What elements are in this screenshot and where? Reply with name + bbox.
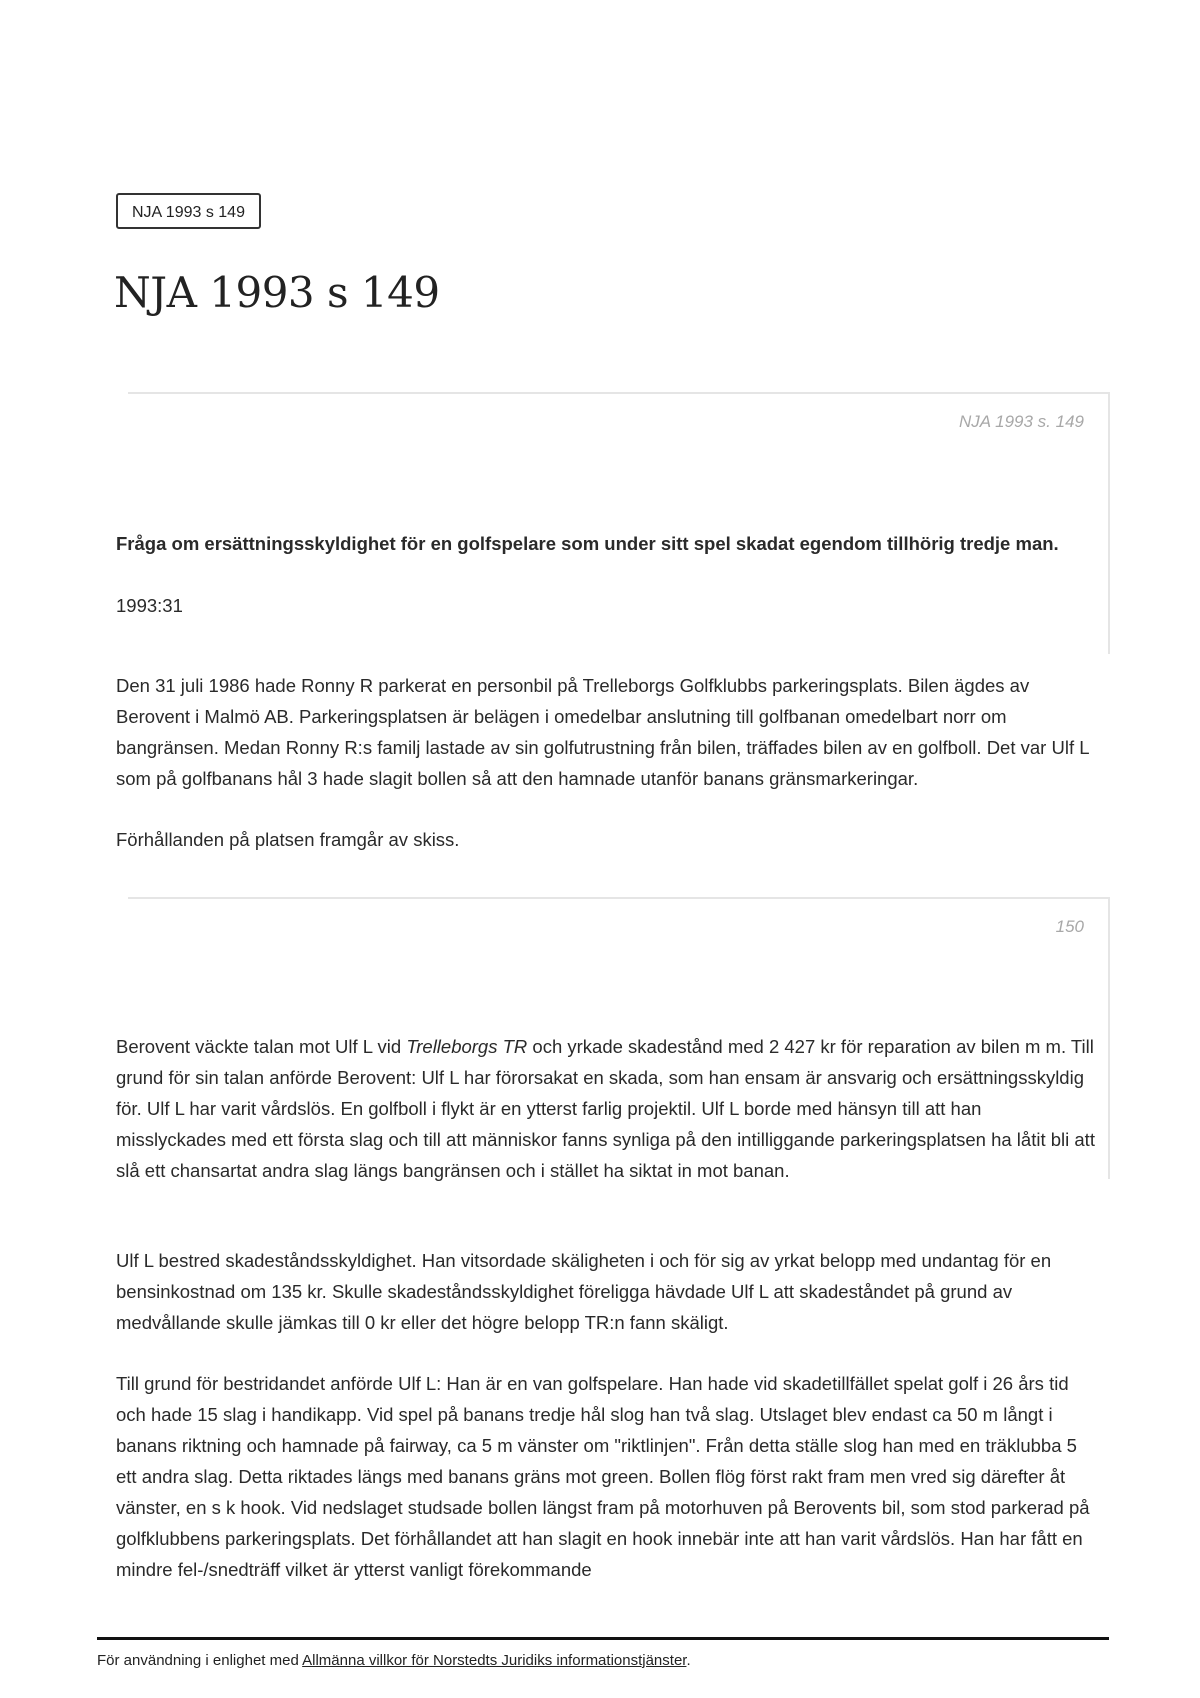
court-name: Trelleborgs TR (406, 1035, 528, 1057)
paragraph-text: Berovent väckte talan mot Ulf L vid (116, 1035, 407, 1057)
footer (97, 1652, 691, 1669)
paragraph: Ulf L bestred skadeståndsskyldighet. Han vitsordade skäligheten i och för sig av yrkat belopp med undantag för en bensinkostnad om 135 kr. Skulle skadeståndsskyldighet föreligga hävdade Ulf L att skadeståndet på grund av medvållande skulle jämkas till 0 kr eller det högre belopp TR:n fann skäligt. (116, 1249, 1052, 1333)
paragraph: Till grund för bestridandet anförde Ulf L: Han är en van golfspelare. Han hade vid skadetillfället spelat golf i 26 års tid och hade 15 slag i handikapp. Vid spel på banans tredje hål slog han två slag. Utslaget blev endast ca 50 m långt i banans riktning och hamnade på fairway, ca 5 m vänster om "riktlinjen". Från detta ställe slog han med en träklubba 5 ett andra slag. Detta riktades längs med banans gräns mot green. Bollen flög först rakt fram men vred sig därefter åt vänster, en s k hook. Vid nedslaget studsade bollen längst fram på motorhuven på Berovents bil, som stod parkerad på golfklubbens parkeringsplats. Det förhållandet att han slagit en hook innebär inte att han varit vårdslös. Han har fått en mindre fel-/snedträff vilket är ytterst vanligt förekommande (116, 1372, 1090, 1580)
case-number: 1993:31 (116, 594, 183, 616)
footer-text: För användning i enlighet med (97, 1652, 303, 1669)
paragraph: Förhållanden på platsen framgår av skiss. (116, 828, 460, 850)
case-headline: Fråga om ersättningsskyldighet för en golfspelare som under sitt spel skadat egendom tillhörig tredje man. (116, 532, 1059, 554)
document-tag: NJA 1993 s 149 (116, 193, 261, 229)
page-title: NJA 1993 s 149 (114, 268, 440, 317)
page-marker-label: NJA 1993 s. 149 (958, 412, 1084, 431)
terms-link[interactable]: Allmänna villkor för Norstedts Juridiks informationstjänster (302, 1652, 687, 1669)
footer-text: . (686, 1652, 691, 1669)
footer-divider (97, 1637, 1109, 1640)
paragraph: Den 31 juli 1986 hade Ronny R parkerat en personbil på Trelleborgs Golfklubbs parkeringsplats. Bilen ägdes av Berovent i Malmö AB. Parkeringsplatsen är belägen i omedelbar anslutning till golfbanan omedelbart norr om bangränsen. Medan Ronny R:s familj lastade av sin golfutrustning från bilen, träffades bilen av en golfboll. Det var Ulf L som på golfbanans hål 3 hade slagit bollen så att den hamnade utanför banans gränsmarkeringar. (116, 674, 1089, 789)
paragraph (116, 1031, 1096, 1186)
paragraph-text: och yrkade skadestånd med 2 427 kr för reparation av bilen m m. Till grund för sin talan anförde Berovent: Ulf L har förorsakat en skada, som han ensam är ansvarig och ersättningsskyldig för. Ulf L har varit vårdslös. En golfboll i flykt är en ytterst farlig projektil. Ulf L borde med hänsyn till att han misslyckades med ett första slag och till att människor fanns synliga på den intilliggande parkeringsplatsen ha låtit bli att slå ett chansartat andra slag längs bangränsen och i stället ha siktat in mot banan. (116, 1035, 1095, 1181)
page-marker-label: 150 (1055, 917, 1084, 936)
